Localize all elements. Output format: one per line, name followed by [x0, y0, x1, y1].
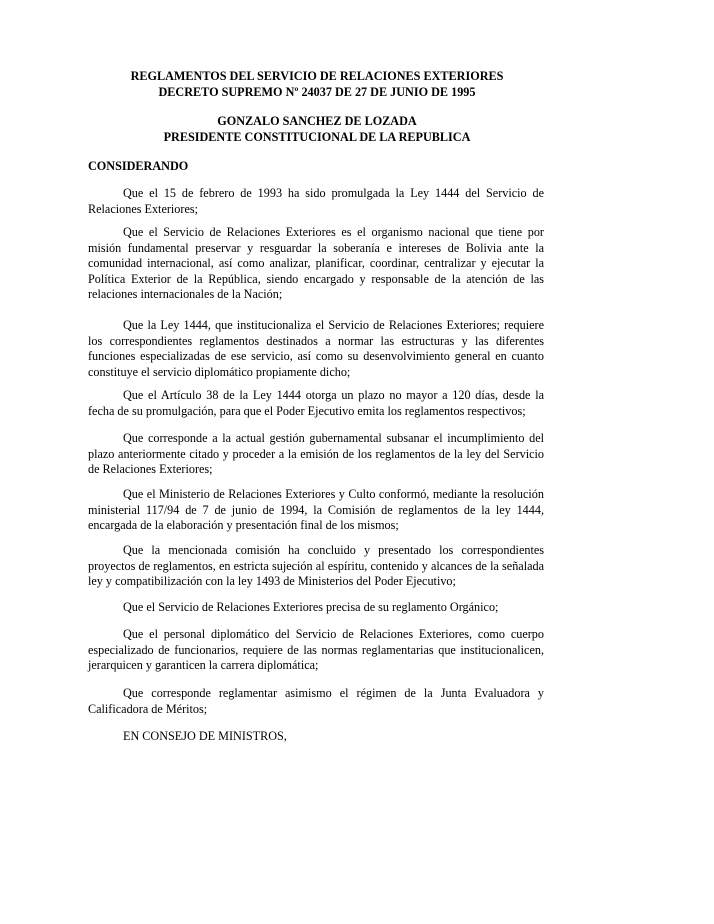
paragraph: Que el personal diplomático del Servicio de Relaciones Exteriores, como cuerpo especializado de funcionarios, requiere de las normas reglamentarias que institucionalicen, jerarquicen y garanticen la carrera diplomática;: [88, 627, 544, 673]
paragraph: Que corresponde a la actual gestión gubernamental subsanar el incumplimiento del plazo anteriormente citado y proceder a la emisión de los reglamentos de la ley del Servicio de Relaciones Exteriores;: [88, 431, 544, 477]
paragraph: Que el 15 de febrero de 1993 ha sido promulgada la Ley 1444 del Servicio de Relaciones Exteriores;: [88, 186, 544, 216]
paragraph: EN CONSEJO DE MINISTROS,: [123, 729, 287, 743]
paragraph: Que la mencionada comisión ha concluido y presentado los correspondientes proyectos de reglamentos, en estricta sujeción al espíritu, contenido y alcances de la señalada ley y compatibilización con la ley 1493 de Ministerios del Poder Ejecutivo;: [88, 543, 544, 589]
paragraph: Que el Servicio de Relaciones Exteriores precisa de su reglamento Orgánico;: [123, 600, 499, 614]
paragraph: Que el Servicio de Relaciones Exteriores es el organismo nacional que tiene por misión fundamental preservar y resguardar la soberanía e intereses de Bolivia ante la comunidad internacional, así como analizar, planificar, coordinar, centralizar y ejecutar la Política Exterior de la República, siendo encargado y responsable de la atención de las relaciones internacionales de la Nación;: [88, 225, 544, 302]
section-heading: CONSIDERANDO: [88, 159, 189, 173]
paragraph: Que el Artículo 38 de la Ley 1444 otorga un plazo no mayor a 120 días, desde la fecha de su promulgación, para que el Poder Ejecutivo emita los reglamentos respectivos;: [88, 388, 544, 418]
title-line-2: DECRETO SUPREMO Nº 24037 DE 27 DE JUNIO DE 1995: [158, 84, 476, 99]
author-line-2: PRESIDENTE CONSTITUCIONAL DE LA REPUBLICA: [163, 129, 471, 144]
paragraph: Que corresponde reglamentar asimismo el régimen de la Junta Evaluadora y Calificadora de Méritos;: [88, 686, 544, 716]
title-line-1: REGLAMENTOS DEL SERVICIO DE RELACIONES EXTERIORES: [130, 69, 504, 83]
document-author: [88, 114, 546, 145]
author-line-1: GONZALO SANCHEZ DE LOZADA: [217, 114, 417, 128]
document-title: [88, 69, 546, 100]
paragraph: Que el Ministerio de Relaciones Exteriores y Culto conformó, mediante la resolución ministerial 117/94 de 7 de junio de 1994, la Comisión de reglamentos de la ley 1444, encargada de la elaboración y presentación final de los mismos;: [88, 487, 544, 533]
paragraph: Que la Ley 1444, que institucionaliza el Servicio de Relaciones Exteriores; requiere los correspondientes reglamentos destinados a normar las estructuras y las diferentes funciones especializadas de ese servicio, así como su desenvolvimiento general en cuanto constituye el servicio diplomático propiamente dicho;: [88, 318, 544, 379]
